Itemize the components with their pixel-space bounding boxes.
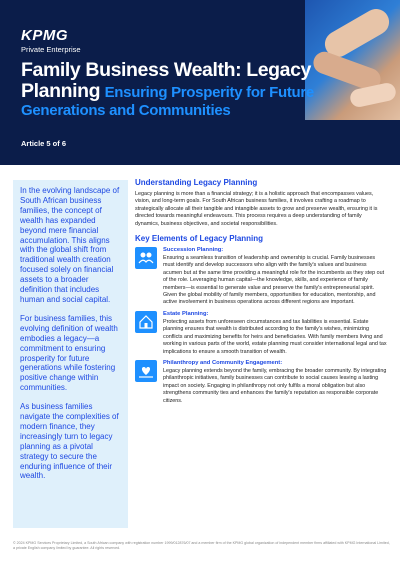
sidebar-paragraph: For business families, this evolving definition of wealth embodies a legacy—a commitment to ensuring prosperity for future generations while fostering positive change within communities.: [20, 313, 118, 393]
article-number: Article 5 of 6: [21, 139, 67, 148]
copyright-footer: © 2024 KPMG Services Proprietary Limited, a South African company with registration number 1999/012876/07 and a member firm of the KPMG global organization of independent member firms affiliated with KPMG International Limited, a private English company limited by guarantee. All rights reserved.: [13, 541, 390, 550]
item-text: Ensuring a seamless transition of leadership and ownership is crucial. Family businesses must identify and develop successors who align with the family's values and business acumen but at the same time providing a meaningful role for the incumbents as they step out of the role. Leveraging human capital—the knowledge, skills, and experience of family members—is essential to generate value and preserve the family's entrepreneurial spirit. Given the global mobility of family members, opportunities for education, mentorship, and active involvement in business operations across different regions are important.: [163, 255, 385, 306]
title-accent: Ensuring Prosperity for Future Generations and Communities: [21, 84, 314, 119]
header-banner: [0, 0, 400, 165]
kpmg-logo: [21, 27, 81, 54]
item-text: Protecting assets from unforeseen circumstances and tax liabilities is essential. Estate planning ensures that wealth is distributed according to the family's wishes, minimizing conflicts and maximizing benefits for heirs and beneficiaries. With family members living and working in various parts of the world, estate planning must consider international legal and tax implications to ensure a smooth transition of wealth.: [163, 318, 387, 355]
item-text: Legacy planning extends beyond the family, embracing the broader community. By integrating philanthropic initiatives, family businesses can contribute to social causes leaving a lasting impact on society. Engaging in philanthropy not only fulfils a moral obligation but also strengthens community ties and enhances the family's reputation as responsible corporate citizens.: [163, 367, 387, 404]
sidebar-paragraph: As business families navigate the complexities of modern finance, they increasingly turn to legacy planning as a pivotal strategy to secure the enduring influence of their wealth.: [20, 402, 119, 481]
estate-icon: [135, 311, 157, 333]
item-title: Philanthropy and Community Engagement:: [163, 359, 283, 366]
list-item: [135, 247, 387, 307]
logo-wordmark: KPMG: [21, 27, 68, 44]
logo-subtitle: Private Enterprise: [21, 45, 81, 54]
main-content: [135, 178, 387, 409]
sidebar-paragraph: In the evolving landscape of South African business families, the concept of wealth has expanded beyond mere financial accumulation. This aligns with the global shift from traditional wealth creation focused solely on financial assets to a broader definition that includes human and social capital.: [20, 186, 120, 304]
succession-icon: [135, 247, 157, 269]
list-item: [135, 311, 387, 356]
intro-sidebar: [13, 180, 128, 528]
list-item: [135, 360, 387, 405]
item-title: Succession Planning:: [163, 247, 224, 254]
intro-text: Legacy planning is more than a financial strategy; it is a holistic approach that encompasses values, vision, and long-term goals. For South African business families, it involves crafting a roadmap to strategically allocate all their tangible and intangible assets to grow and preserve wealth, ensuring it is directed towards meaningful endeavours. This process requires a deep understanding of family dynamics, business objectives, and societal responsibilities.: [135, 191, 378, 227]
section-heading: Understanding Legacy Planning: [135, 178, 258, 187]
title-main: Family Business Wealth: Legacy Planning: [21, 59, 311, 102]
page-title: [21, 60, 371, 120]
item-title: Estate Planning:: [163, 310, 209, 317]
philanthropy-icon: [135, 360, 157, 382]
section-heading: Key Elements of Legacy Planning: [135, 234, 264, 244]
